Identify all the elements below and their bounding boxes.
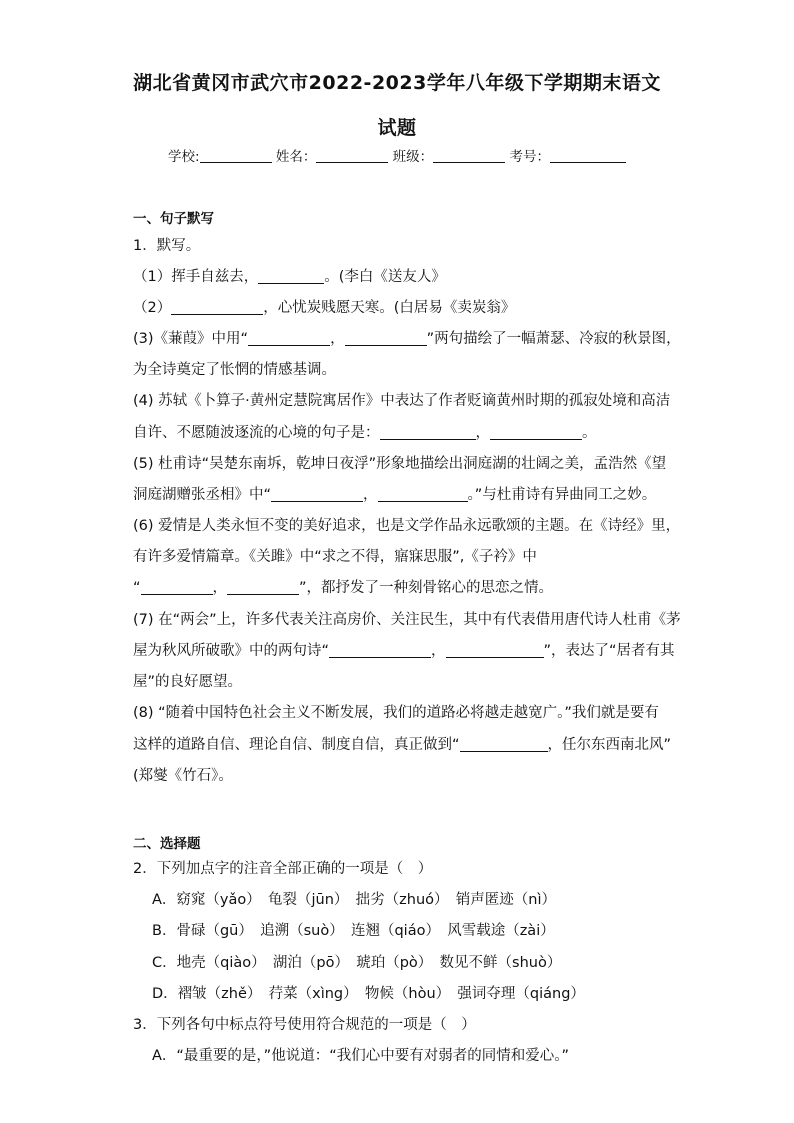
class-blank bbox=[433, 148, 505, 163]
comma: ， bbox=[475, 425, 490, 441]
answer-blank bbox=[248, 330, 330, 346]
q1-item-2-text: （2） bbox=[133, 300, 172, 316]
q2-option-c: C．地壳（qiào） 湖泊（pō） 琥珀（pò） 数见不鲜（shuò） bbox=[152, 955, 562, 971]
q1-item-8: (8) “随着中国特色社会主义不断发展，我们的道路必将越走越宽广。”我们就是要有 bbox=[133, 705, 659, 721]
q2-option-d: D．褶皱（zhě） 荇菜（xìng） 物候（hòu） 强词夺理（qiáng） bbox=[152, 986, 585, 1002]
q1-item-7-cont bbox=[133, 639, 675, 660]
q1-item-2-source: ，心忧炭贱愿天寒。(白居易《卖炭翁》 bbox=[263, 300, 516, 316]
comma: ， bbox=[363, 487, 378, 503]
answer-blank bbox=[490, 424, 582, 440]
exam-title-line1: 湖北省黄冈市武穴市2022-2023学年八年级下学期期末语文 bbox=[133, 72, 661, 94]
q1-item-7-text-end: ”，表达了“居者有其 bbox=[543, 643, 675, 659]
section-heading-2: 二、选择题 bbox=[133, 836, 201, 852]
answer-blank bbox=[380, 424, 476, 440]
comma: ， bbox=[212, 580, 228, 596]
exam-title-line2: 试题 bbox=[377, 117, 417, 139]
comma: ， bbox=[431, 643, 446, 659]
answer-blank bbox=[329, 642, 431, 658]
q1-item-3-cont: 为全诗奠定了怅惘的情感基调。 bbox=[133, 362, 336, 378]
answer-blank bbox=[378, 486, 468, 502]
question-1-stem: 1．默写。 bbox=[133, 238, 201, 254]
number-blank bbox=[550, 148, 626, 163]
q1-item-4-cont bbox=[133, 421, 664, 442]
name-blank bbox=[316, 148, 388, 163]
q2-option-a: A．窈窕（yǎo） 龟裂（jūn） 拙劣（zhuó） 销声匿迹（nì） bbox=[152, 892, 556, 908]
number-label: 考号： bbox=[509, 149, 550, 165]
q1-item-5-text: 洞庭湖赠张丞相》中“ bbox=[133, 487, 272, 503]
answer-blank bbox=[258, 268, 324, 284]
q1-item-3-text: (3)《蒹葭》中用“ bbox=[133, 331, 249, 347]
student-info-row bbox=[0, 145, 794, 165]
period: 。 bbox=[582, 425, 597, 441]
answer-blank bbox=[460, 736, 548, 752]
q1-item-1-text: （1）挥手自兹去， bbox=[133, 269, 259, 285]
school-blank bbox=[200, 148, 272, 163]
q1-item-4: (4) 苏轼《卜算子·黄州定慧院寓居作》中表达了作者贬谪黄州时期的孤寂处境和高洁 bbox=[133, 393, 671, 409]
q3-option-a: A．“最重要的是，”他说道：“我们心中要有对弱者的同情和爱心。” bbox=[152, 1048, 569, 1064]
q1-item-1 bbox=[133, 265, 664, 286]
q1-item-3-text-end: ”两句描绘了一幅萧瑟、冷寂的秋景图， bbox=[426, 331, 681, 347]
quote-open: “ bbox=[133, 580, 141, 596]
q1-item-8-source: (郑燮《竹石》。 bbox=[133, 768, 233, 784]
answer-blank bbox=[141, 579, 213, 595]
q1-item-7-text: 屋为秋风所破歌》中的两句诗“ bbox=[133, 643, 330, 659]
q2-option-b: B．骨碌（gū） 追溯（suò） 连翘（qiáo） 风雪载途（zài） bbox=[152, 923, 555, 939]
answer-blank bbox=[345, 330, 427, 346]
q1-item-1-source: 。(李白《送友人》 bbox=[324, 269, 446, 285]
name-label: 姓名： bbox=[275, 149, 317, 165]
school-label: 学校: bbox=[168, 149, 200, 165]
q1-item-5-text-end: 。”与杜甫诗有异曲同工之妙。 bbox=[467, 487, 657, 503]
answer-blank bbox=[271, 486, 363, 502]
q1-item-2 bbox=[133, 296, 664, 317]
q1-item-8-text: 这样的道路自信、理论自信、制度自信，真正做到“ bbox=[133, 737, 460, 753]
answer-blank bbox=[227, 579, 299, 595]
q1-item-3 bbox=[133, 327, 681, 348]
q1-item-7-cont2: 屋”的良好愿望。 bbox=[133, 674, 243, 690]
q1-item-6-cont2 bbox=[133, 576, 664, 597]
question-2-stem: 2．下列加点字的注音全部正确的一项是（ ） bbox=[133, 861, 433, 877]
section-heading-1: 一、句子默写 bbox=[133, 211, 214, 227]
answer-blank bbox=[171, 299, 263, 315]
q1-item-5-cont bbox=[133, 483, 664, 504]
answer-blank bbox=[446, 642, 544, 658]
q1-item-7: (7) 在“两会”上，许多代表关注高房价、关注民生，其中有代表借用唐代诗人杜甫《茅 bbox=[133, 612, 681, 628]
question-3-stem: 3．下列各句中标点符号使用符合规范的一项是（ ） bbox=[133, 1017, 476, 1033]
comma: ， bbox=[330, 331, 345, 347]
q1-item-4-text: 自许、不愿随波逐流的心境的句子是： bbox=[133, 425, 380, 441]
q1-item-5: (5) 杜甫诗“吴楚东南坼，乾坤日夜浮”形象地描绘出洞庭湖的壮阔之美，孟浩然《望 bbox=[133, 456, 667, 472]
q1-item-6: (6) 爱情是人类永恒不变的美好追求，也是文学作品永远歌颂的主题。在《诗经》里， bbox=[133, 518, 681, 534]
q1-item-6-text-end: ”，都抒发了一种刻骨铭心的思恋之情。 bbox=[299, 580, 554, 596]
q1-item-8-text-end: ，任尔东西南北风” bbox=[547, 737, 672, 753]
q1-item-6-cont: 有许多爱情篇章。《关雎》中“求之不得，寤寐思服”,《子衿》中 bbox=[133, 549, 537, 565]
q1-item-8-cont bbox=[133, 733, 672, 754]
class-label: 班级： bbox=[392, 149, 434, 165]
